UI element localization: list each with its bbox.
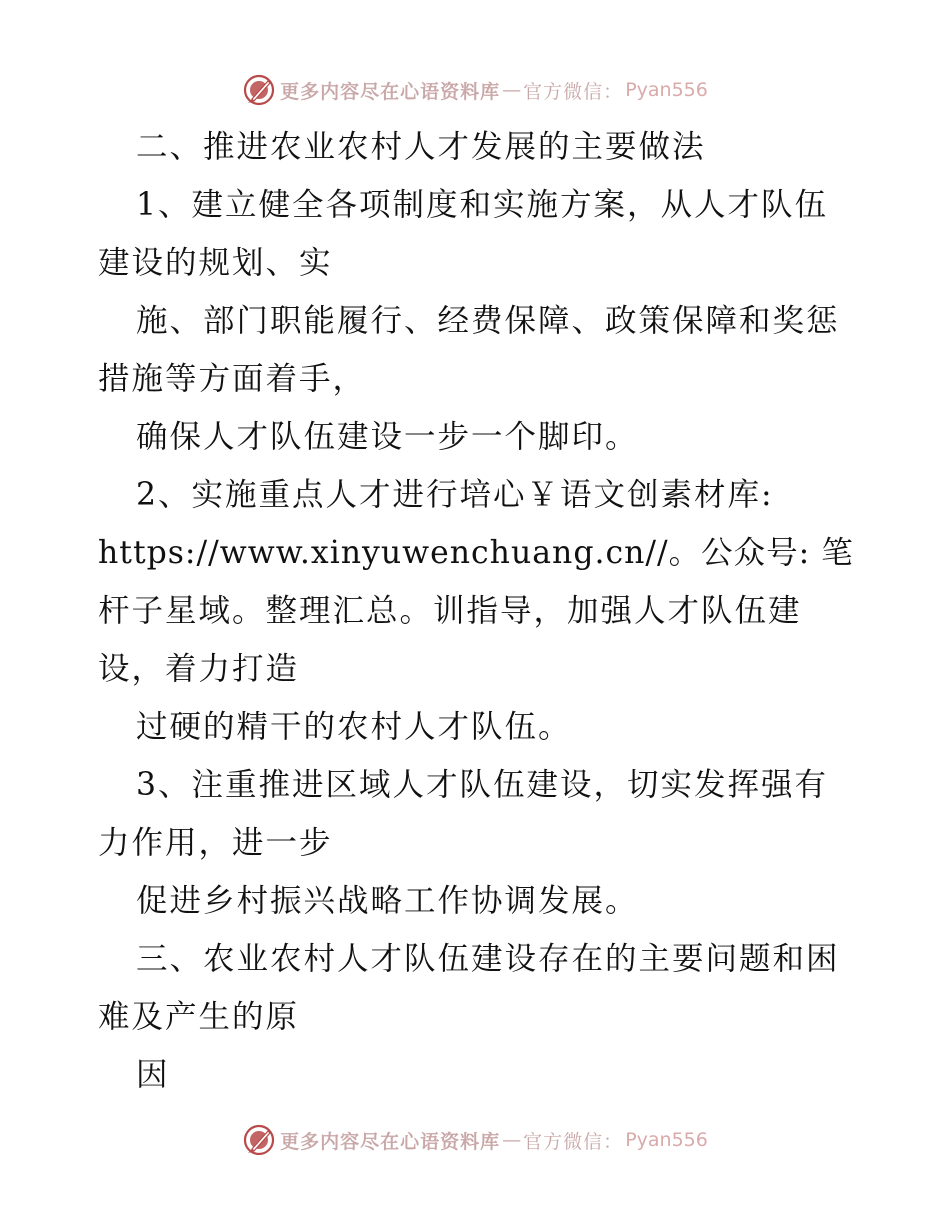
paragraph-line: 确保人才队伍建设一步一个脚印。 xyxy=(136,419,639,455)
banner-wechat-label: 官方微信： xyxy=(523,1130,624,1153)
header-banner xyxy=(0,68,950,112)
banner-separator: — xyxy=(502,79,522,101)
banner-title: 更多内容尽在心语资料库 xyxy=(280,1130,501,1153)
banner-wechat-label: 官方微信： xyxy=(523,80,624,103)
paragraph-line: 建设的规划、实 xyxy=(98,245,333,281)
paragraph-line: 难及产生的原 xyxy=(98,999,300,1035)
pen-logo-icon xyxy=(242,1123,276,1157)
paragraph-line: 1、建立健全各项制度和实施方案，从人才队伍 xyxy=(136,187,829,223)
footer-banner xyxy=(0,1118,950,1162)
banner-wechat-id: Pyan556 xyxy=(625,1129,708,1151)
paragraph-line: 施、部门职能履行、经费保障、政策保障和奖惩 xyxy=(136,303,840,339)
paragraph-line: 杆子星域。整理汇总。训指导，加强人才队伍建 xyxy=(98,593,802,629)
document-body xyxy=(98,118,854,1104)
paragraph-line: 力作用，进一步 xyxy=(98,825,333,861)
paragraph-line: 促进乡村振兴战略工作协调发展。 xyxy=(136,883,639,919)
banner-title: 更多内容尽在心语资料库 xyxy=(280,80,501,103)
paragraph-line: 2、实施重点人才进行培心￥语文创素材库: xyxy=(136,477,774,513)
paragraph-line: 过硬的精干的农村人才队伍。 xyxy=(136,709,572,745)
section-heading: 二、推进农业农村人才发展的主要做法 xyxy=(136,129,706,165)
paragraph-line: 措施等方面着手， xyxy=(98,361,367,397)
pen-logo-icon xyxy=(242,73,276,107)
paragraph-line: 设，着力打造 xyxy=(98,651,300,687)
banner-wechat-id: Pyan556 xyxy=(625,79,708,101)
paragraph-line: 因 xyxy=(136,1057,170,1093)
paragraph-line: 3、注重推进区域人才队伍建设，切实发挥强有 xyxy=(136,767,829,803)
section-heading: 三、农业农村人才队伍建设存在的主要问题和困 xyxy=(136,941,840,977)
paragraph-line-url: https://www.xinyuwenchuang.cn//。公众号: 笔 xyxy=(98,535,854,571)
banner-separator: — xyxy=(502,1129,522,1151)
